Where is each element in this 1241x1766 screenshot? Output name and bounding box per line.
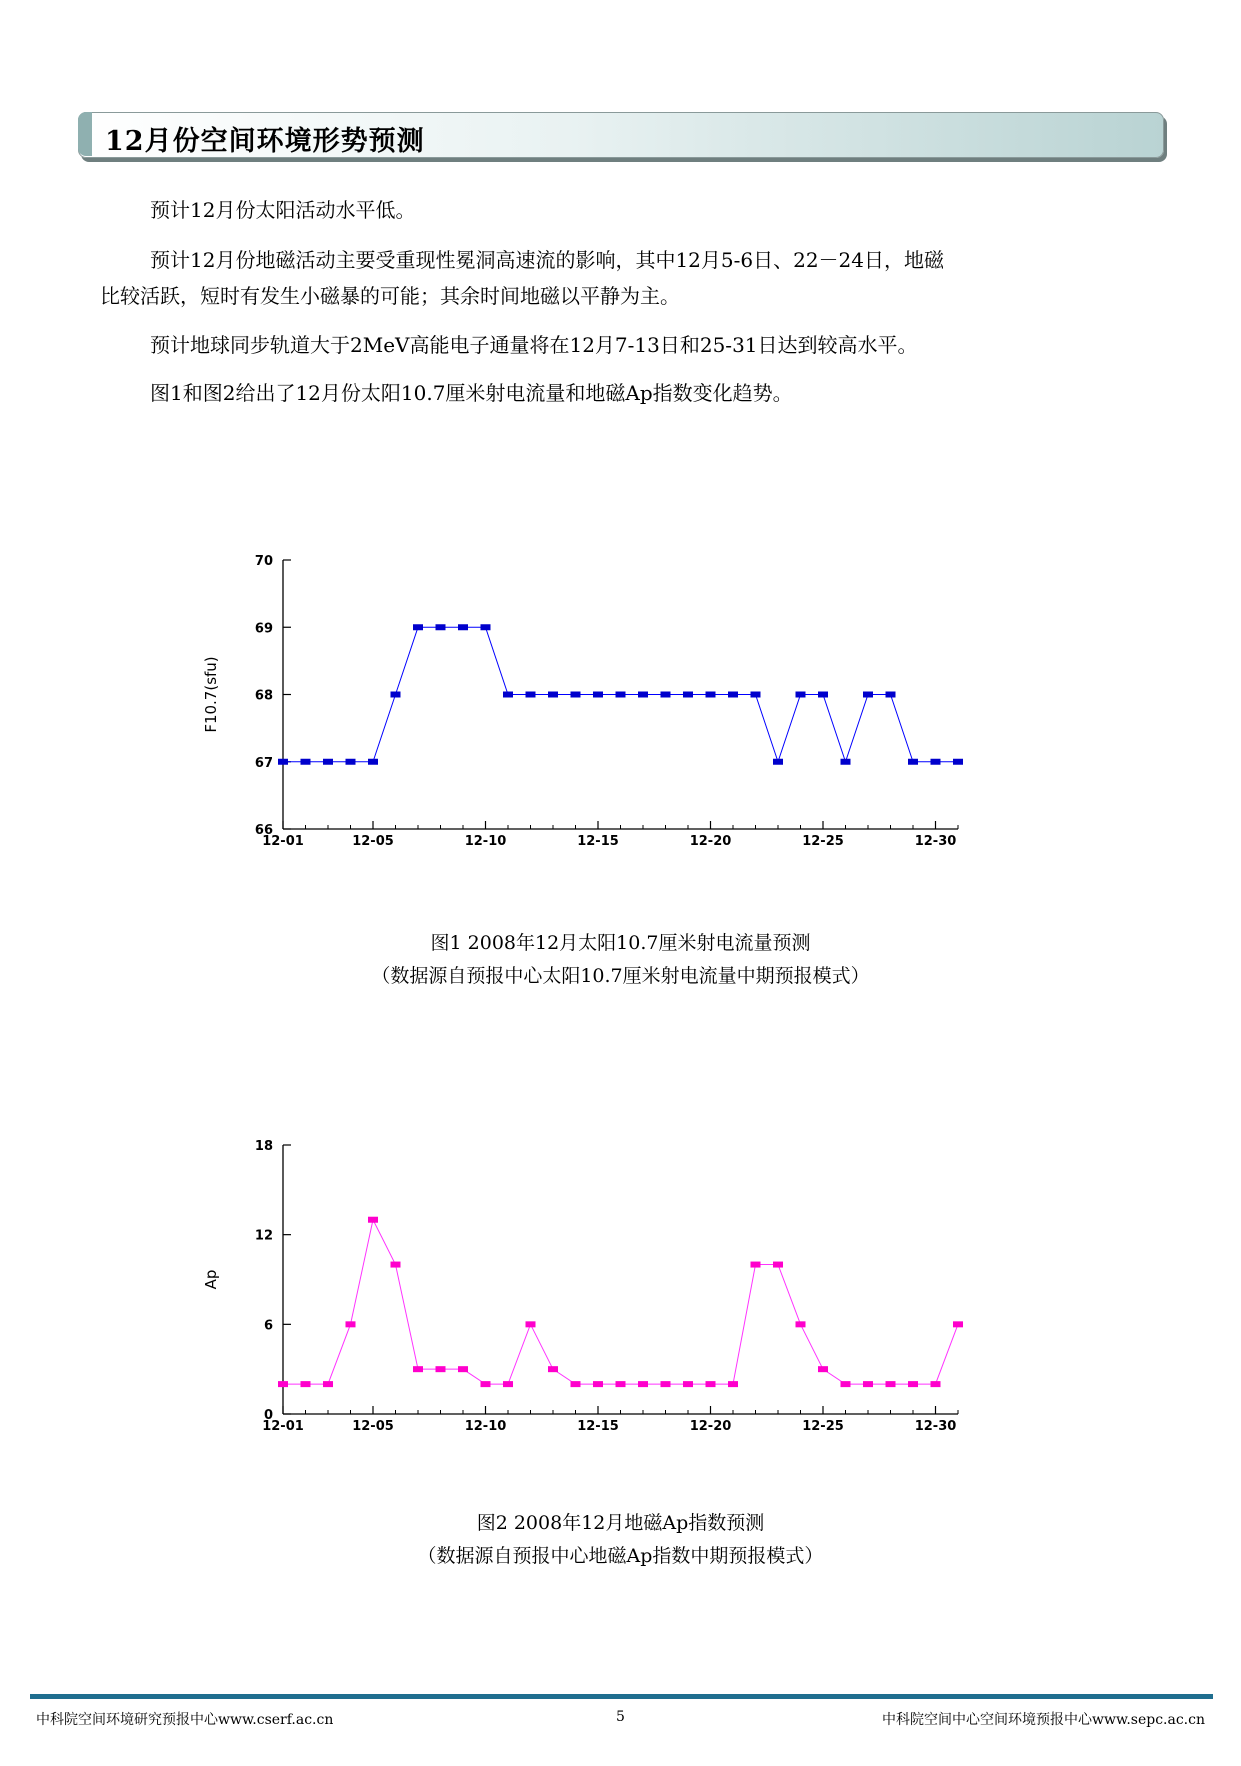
data-point (706, 1381, 716, 1387)
data-point (391, 1262, 401, 1268)
data-point (571, 1381, 581, 1387)
data-point (863, 692, 873, 698)
data-point (458, 624, 468, 630)
x-tick-label: 12-20 (689, 1419, 732, 1434)
data-point (751, 1262, 761, 1268)
data-point (773, 1262, 783, 1268)
data-point (481, 1381, 491, 1387)
data-point (616, 692, 626, 698)
data-point (953, 759, 963, 765)
x-tick-label: 12-10 (464, 1419, 507, 1434)
x-tick-label: 12-30 (914, 1419, 957, 1434)
data-point (616, 1381, 626, 1387)
data-point (346, 1321, 356, 1327)
x-tick-label: 12-05 (352, 834, 394, 849)
y-tick-label: 12 (254, 1228, 273, 1244)
y-tick-label: 69 (254, 621, 273, 637)
data-point (638, 1381, 648, 1387)
data-point (886, 692, 896, 698)
y-tick-label: 70 (254, 554, 273, 569)
data-point (368, 759, 378, 765)
data-point (391, 692, 401, 698)
data-point (908, 759, 918, 765)
page-number: 5 (616, 1709, 625, 1725)
figure2-subcaption: （数据源自预报中心地磁Ap指数中期预报模式） (417, 1545, 824, 1567)
data-point (548, 1366, 558, 1372)
data-point (413, 624, 423, 630)
data-point (683, 1381, 693, 1387)
x-tick-label: 12-01 (262, 834, 304, 849)
x-tick-label: 12-15 (577, 1419, 619, 1434)
paragraph-geomagnetic-1: 预计12月份地磁活动主要受重现性冕洞高速流的影响，其中12月5-6日、22－24日，地磁 (150, 248, 945, 272)
data-point (773, 759, 783, 765)
data-point (323, 759, 333, 765)
figure1-caption: 图1 2008年12月太阳10.7厘米射电流量预测 (430, 932, 811, 954)
paragraph-geomagnetic-2: 比较活跃，短时有发生小磁暴的可能；其余时间地磁以平静为主。 (100, 284, 680, 308)
data-point (593, 692, 603, 698)
y-axis-label: F10.7(sfu) (202, 656, 220, 733)
y-tick-label: 66 (254, 823, 273, 838)
data-point (526, 1321, 536, 1327)
data-point (683, 692, 693, 698)
figure2-caption: 图2 2008年12月地磁Ap指数预测 (476, 1512, 765, 1534)
paragraph-solar-activity: 预计12月份太阳活动水平低。 (150, 198, 416, 222)
data-point (931, 759, 941, 765)
data-point (841, 1381, 851, 1387)
data-point (278, 759, 288, 765)
x-tick-label: 12-10 (464, 834, 507, 849)
data-point (301, 1381, 311, 1387)
series-line (283, 1220, 958, 1384)
f107-chart (190, 540, 980, 860)
data-point (526, 692, 536, 698)
footer-divider (30, 1694, 1213, 1699)
x-tick-label: 12-30 (914, 834, 957, 849)
x-tick-label: 12-25 (802, 1419, 844, 1434)
data-point (661, 692, 671, 698)
y-tick-label: 0 (263, 1408, 273, 1423)
data-point (593, 1381, 603, 1387)
data-point (323, 1381, 333, 1387)
data-point (908, 1381, 918, 1387)
data-point (571, 692, 581, 698)
data-point (818, 1366, 828, 1372)
paragraph-figures-intro: 图1和图2给出了12月份太阳10.7厘米射电流量和地磁Ap指数变化趋势。 (150, 381, 793, 405)
figure1-subcaption: （数据源自预报中心太阳10.7厘米射电流量中期预报模式） (371, 965, 870, 987)
data-point (706, 692, 716, 698)
data-point (413, 1366, 423, 1372)
data-point (953, 1321, 963, 1327)
x-tick-label: 12-01 (262, 1419, 304, 1434)
data-point (548, 692, 558, 698)
title-accent (78, 112, 92, 156)
data-point (436, 624, 446, 630)
data-point (661, 1381, 671, 1387)
data-point (481, 624, 491, 630)
x-tick-label: 12-20 (689, 834, 732, 849)
paragraph-electron-flux: 预计地球同步轨道大于2MeV高能电子通量将在12月7-13日和25-31日达到较高水平。 (150, 333, 918, 357)
data-point (841, 759, 851, 765)
x-tick-label: 12-05 (352, 1419, 394, 1434)
data-point (503, 692, 513, 698)
y-tick-label: 6 (263, 1318, 273, 1334)
data-point (796, 692, 806, 698)
data-point (346, 759, 356, 765)
section-title: 12月份空间环境形势预测 (105, 126, 425, 157)
data-point (458, 1366, 468, 1372)
data-point (751, 692, 761, 698)
data-point (796, 1321, 806, 1327)
data-point (368, 1217, 378, 1223)
data-point (503, 1381, 513, 1387)
data-point (931, 1381, 941, 1387)
footer-left: 中科院空间环境研究预报中心www.cserf.ac.cn (36, 1712, 334, 1728)
data-point (278, 1381, 288, 1387)
y-tick-label: 18 (254, 1139, 273, 1154)
data-point (301, 759, 311, 765)
data-point (638, 692, 648, 698)
ap-chart (190, 1125, 980, 1445)
x-tick-label: 12-25 (802, 834, 844, 849)
y-axis-label: Ap (202, 1269, 220, 1290)
section-title-bar (78, 112, 1164, 158)
data-point (818, 692, 828, 698)
data-point (886, 1381, 896, 1387)
data-point (728, 1381, 738, 1387)
x-tick-label: 12-15 (577, 834, 619, 849)
footer-right: 中科院空间中心空间环境预报中心www.sepc.ac.cn (882, 1712, 1205, 1728)
data-point (728, 692, 738, 698)
y-tick-label: 67 (254, 755, 273, 771)
data-point (436, 1366, 446, 1372)
data-point (863, 1381, 873, 1387)
y-tick-label: 68 (254, 688, 273, 704)
